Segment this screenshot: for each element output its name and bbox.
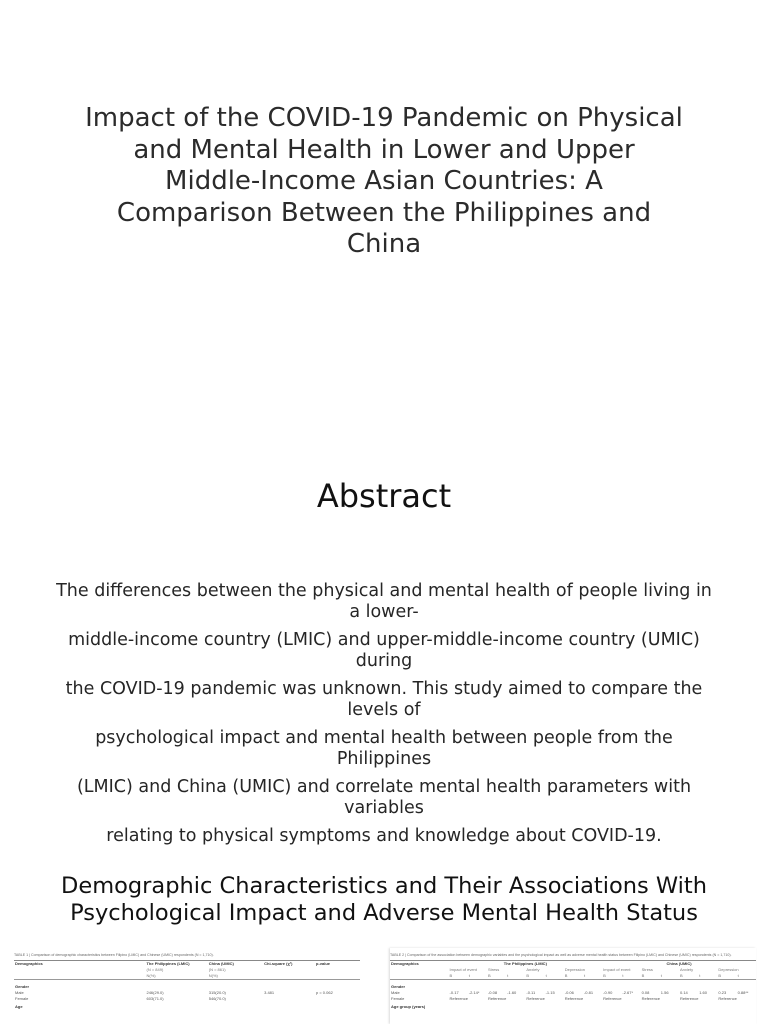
table-cell: -0.06 [564,990,574,995]
column-header: Chi-square (χ²) [264,961,293,966]
group-label: Age [15,1004,23,1009]
column-subheader: Impact of event [449,967,477,972]
table-cell: 0.23 [718,990,727,995]
table-group-row [14,1002,360,1010]
table-cell: -0.17 [449,990,459,995]
table-cell: 3.481 [264,990,275,995]
table-cell: 1.60 [699,990,707,995]
column-subheader: N(%) [208,973,218,978]
table-cell: Reference [487,996,507,1001]
stat-label: t [545,973,547,978]
stat-label: B [679,973,683,978]
table-group-row [390,982,756,990]
table-cell: Reference [641,996,661,1001]
table-cell: Reference [526,996,545,1001]
abstract-body [56,581,712,854]
stat-label: t [737,973,739,978]
table-cell: Male [391,990,400,995]
column-subheader: Depression [718,967,739,972]
table-1 [14,961,360,1010]
stat-label: t [507,973,509,978]
table-cell: -0.08 [487,990,498,995]
table-2-caption: TABLE 2 | Comparison of the association between demographic variables and the psychological impact as well as adverse mental health status between Filipino (LMIC) and Chinese (UMIC) respondents (N = 1,710). [390,953,732,957]
table-cell: Male [15,990,24,995]
abstract-paragraph: middle-income country (LMIC) and upper-middle-income country (UMIC) during [68,630,700,671]
table-cell: Reference [449,996,469,1001]
abstract-paragraph: (LMIC) and China (UMIC) and correlate mental health parameters with variables [76,777,692,818]
table-cell: -1.60 [507,990,517,995]
column-subheader: (N = 861) [208,967,226,972]
document-title: Impact of the COVID-19 Pandemic on Physical and Mental Health in Lower and Upper Middle-Income Asian Countries: A Comparison Between the Philippines and China [85,103,683,259]
stat-label: B [718,973,722,978]
table-cell: 315(20.0) [208,990,226,995]
column-subheader: Anxiety [679,967,694,972]
table-cell: 603(71.0) [146,996,164,1001]
table-cell: Female [391,996,405,1001]
table-group-row [14,982,360,990]
table-2 [390,961,756,1010]
table-cell: p = 0.062 [316,990,333,995]
column-header: Demographics [391,961,419,966]
column-subheader: Depression [564,967,585,972]
table-cell: Reference [603,996,622,1001]
column-header: The Philippines (LMIC) [146,961,190,966]
group-label: Age group (years) [391,1004,426,1009]
group-label: Gender [391,984,406,989]
table-cell: Reference [679,996,699,1001]
table-cell: Reference [564,996,584,1001]
column-subheader: Stress [641,967,653,972]
table-cell: -0.11 [526,990,536,995]
table-cell: -2.14* [468,990,480,995]
table-cell: 0.88** [737,990,749,995]
group-label: Gender [15,984,30,989]
column-header: China (UMIC) [666,961,692,966]
stat-label: t [583,973,586,978]
stat-label: B [526,973,530,978]
abstract-paragraph: the COVID-19 pandemic was unknown. This study aimed to compare the levels of [65,679,703,720]
stat-label: t [622,973,624,978]
table-cell: 246(29.0) [146,990,164,995]
stat-label: B [641,973,645,978]
section-heading: Demographic Characteristics and Their Associations With Psychological Impact and Adverse Mental Health Status [61,873,707,926]
abstract-paragraph: The differences between the physical and mental health of people living in a lower- [56,581,712,622]
abstract-paragraph: relating to physical symptoms and knowledge about COVID-19. [106,826,662,846]
column-header: p-value [316,961,331,966]
abstract-heading: Abstract [316,477,452,515]
table-cell: Reference [718,996,737,1001]
table-1-caption: TABLE 1 | Comparison of demographic characteristics between Filipino (LMIC) and Chinese (UMIC) respondents (N = 1,710). [14,953,214,957]
stat-label: t [468,973,470,978]
stat-label: B [603,973,606,978]
column-subheader: N(%) [146,973,156,978]
table-cell: 0.08 [641,990,650,995]
table-cell: -2.67* [622,990,634,995]
stat-label: B [449,973,453,978]
table-cell: -0.81 [583,990,594,995]
stat-label: B [487,973,491,978]
column-subheader: Impact of event [603,967,631,972]
abstract-paragraph: psychological impact and mental health between people from the Philippines [95,728,673,769]
column-header: China (UMIC) [208,961,234,966]
table-2-thumbnail [390,948,756,1024]
table-cell: 546(70.0) [208,996,226,1001]
table-cell: -1.15 [545,990,555,995]
column-subheader: (N = 849) [146,967,164,972]
table-group-row [390,1002,756,1010]
column-header: Demographics [15,961,43,966]
table-cell: 1.56 [660,990,669,995]
column-subheader: Anxiety [526,967,540,972]
stat-label: t [699,973,701,978]
table-cell: Female [15,996,29,1001]
stat-label: B [564,973,568,978]
table-cell: -0.90 [603,990,613,995]
table-1-thumbnail [14,948,360,1024]
column-header: The Philippines (LMIC) [503,961,547,966]
table-cell: 0.14 [679,990,688,995]
column-subheader: Stress [487,967,500,972]
stat-label: t [660,973,662,978]
